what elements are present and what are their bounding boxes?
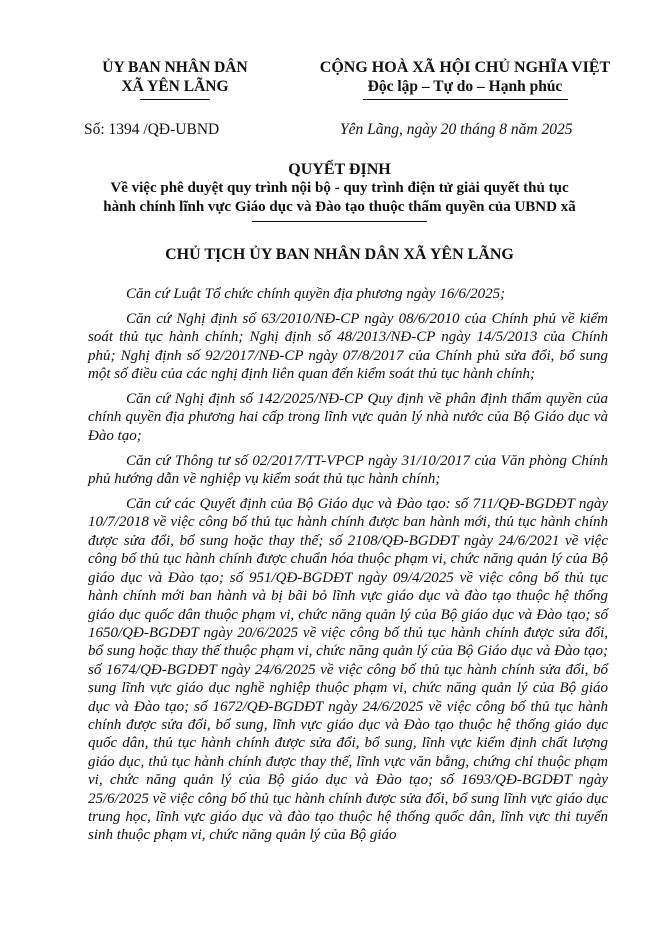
title-rule	[252, 221, 427, 222]
title-subject-line-1: Về việc phê duyệt quy trình nội bộ - quy trình điện tử giải quyết thủ tục	[110, 180, 569, 196]
motto-underline	[363, 99, 568, 100]
paragraph: Căn cứ các Quyết định của Bộ Giáo dục và Đào tạo: số 711/QĐ-BGDĐT ngày 10/7/2018 về việc công bố thủ tục hành chính được ban hành mới, thủ tục hành chính được sửa đổi, bổ sung hoặc thay thế; số 2108/QĐ-BGDĐT ngày 24/6/2021 về việc công bố thủ tục hành chính được chuẩn hóa thuộc phạm vi, chức năng quản lý của Bộ giáo dục và Đào tạo; số 951/QĐ-BGDĐT ngày 09/4/2025 về việc công bố thủ tục hành chính mới ban hành và bị bãi bỏ lĩnh vực giáo dục và đào tạo thuộc hệ thống giáo dục quốc dân thuộc phạm vi, chức năng quản lý của Bộ giáo dục và Đào tạo; số 1650/QĐ-BGDĐT ngày 20/6/2025 về việc công bố thủ tục hành chính được sửa đổi, bổ sung hoặc thay thế thuộc phạm vi, chức năng quản lý của Bộ Giáo dục và Đào tạo; số 1674/QĐ-BGDĐT ngày 24/6/2025 về việc công bố thủ tục hành chính sửa đổi, bổ sung lĩnh vực giáo dục nghề nghiệp thuộc phạm vi, chức năng quản lý của Bộ giáo dục và Đào tạo; số 1672/QĐ-BGDĐT ngày 24/6/2025 về việc công bố thủ tục hành chính được sửa đổi, bổ sung, lĩnh vực giáo dục và Đào tạo thuộc hệ thống giáo dục quốc dân, thủ tục hành chính được sửa đổi, bổ sung, lĩnh vực kiểm định chất lượng giáo dục, thủ tục hành chính được thay thế, lĩnh vực văn bằng, chứng chỉ thuộc phạm vi, chức năng quản lý của Bộ giáo dục và Đào tạo; số 1693/QĐ-BGDĐT ngày 25/6/2025 về việc công bố thủ tục hành chính được sửa đổi, bổ sung lĩnh vực giáo dục trung học, lĩnh vực giáo dục và đào tạo thuộc hệ thống quốc dân, lĩnh vực thi tuyển sinh thuộc phạm vi, chức năng quản lý của Bộ giáo	[88, 496, 608, 844]
issue-date: Yên Lãng, ngày 20 tháng 8 năm 2025	[340, 121, 573, 138]
agency-line-2: XÃ YÊN LÃNG	[121, 78, 229, 95]
paragraph: Căn cứ Thông tư số 02/2017/TT-VPCP ngày 31/10/2017 của Văn phòng Chính phủ hướng dẫn về nghiệp vụ kiểm soát thủ tục hành chính;	[88, 452, 608, 488]
paragraph: Căn cứ Luật Tổ chức chính quyền địa phương ngày 16/6/2025;	[126, 286, 506, 302]
document-number: Số: 1394 /QĐ-UBND	[84, 121, 220, 138]
agency-underline	[140, 99, 210, 100]
nation-name: CỘNG HOÀ XÃ HỘI CHỦ NGHĨA VIỆT	[319, 59, 611, 76]
decision-title	[72, 160, 607, 222]
issuing-agency	[80, 58, 270, 100]
authority-heading: CHỦ TỊCH ỦY BAN NHÂN DÂN XÃ YÊN LÃNG	[165, 246, 514, 263]
paragraph: Căn cứ Nghị định số 142/2025/NĐ-CP Quy định về phân định thẩm quyền của chính quyền địa phương hai cấp trong lĩnh vực quản lý nhà nước của Bộ Giáo dục và Đào tạo;	[88, 391, 608, 444]
title-subject-line-2: hành chính lĩnh vực Giáo dục và Đào tạo thuộc thẩm quyền của UBND xã	[103, 199, 576, 215]
agency-line-1: ỦY BAN NHÂN DÂN	[102, 59, 248, 76]
motto: Độc lập – Tự do – Hạnh phúc	[367, 78, 563, 95]
paragraph: Căn cứ Nghị định số 63/2010/NĐ-CP ngày 08/6/2010 của Chính phủ về kiểm soát thủ tục hành chính; Nghị định số 48/2013/NĐ-CP ngày 14/5/2013 của Chính phủ; Nghị định số 92/2017/NĐ-CP ngày 07/8/2017 của Chính phủ sửa đổi, bổ sung một số điều của các nghị định liên quan đến kiểm soát thủ tục hành chính;	[88, 310, 608, 383]
title-main: QUYẾT ĐỊNH	[288, 161, 391, 178]
national-motto	[290, 58, 640, 100]
legal-basis	[88, 285, 608, 851]
